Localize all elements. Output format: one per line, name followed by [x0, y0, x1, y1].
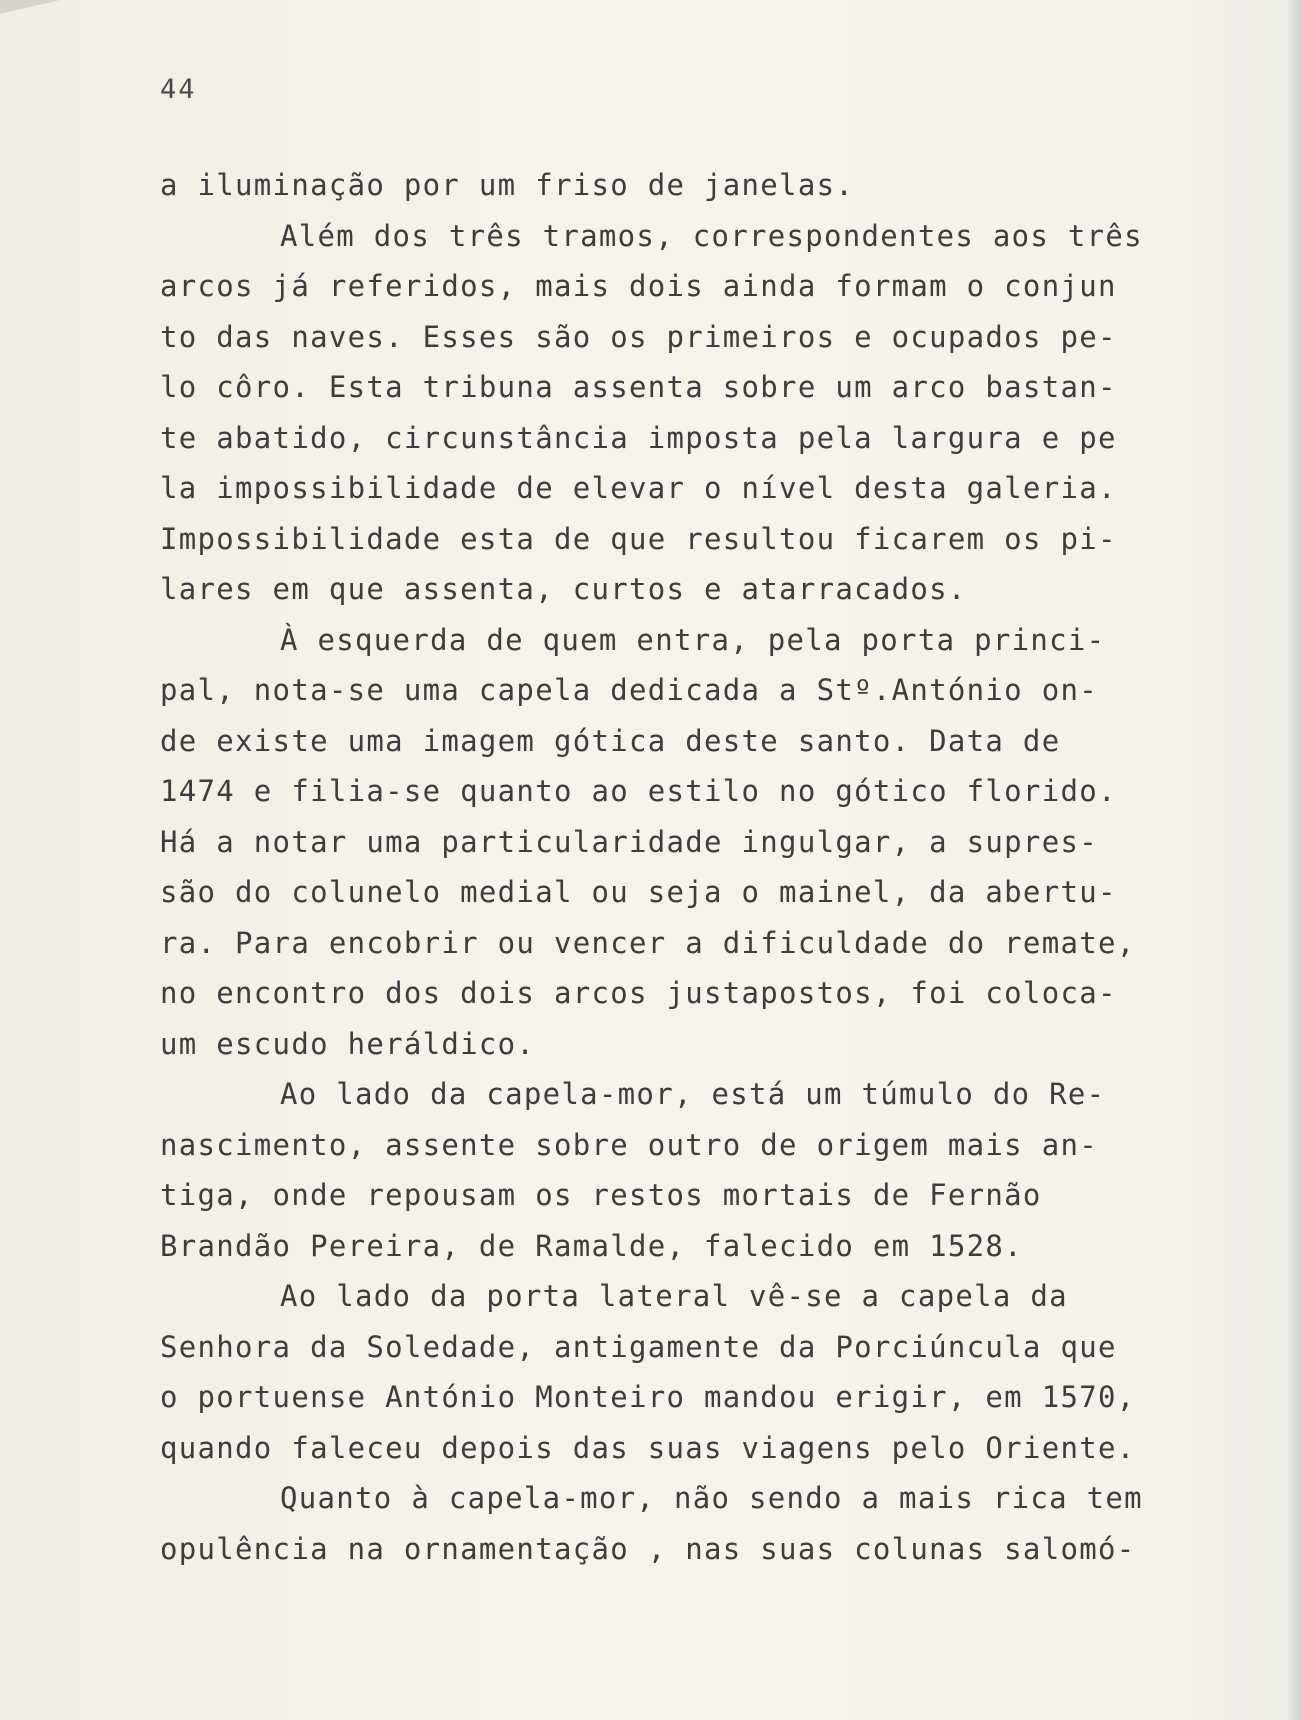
text-line: Quanto à capela-mor, não sendo a mais rica tem [280, 1481, 1143, 1515]
text-line: la impossibilidade de elevar o nível desta galeria. [160, 471, 1117, 505]
text-line: opulência na ornamentação , nas suas colunas salomó- [160, 1531, 1136, 1566]
text-line: são do colunelo medial ou seja o mainel, da abertu- [160, 875, 1117, 909]
text-line: pal, nota-se uma capela dedicada a Stº.António on- [160, 673, 1098, 707]
text-line: arcos já referidos, mais dois ainda formam o conjun [160, 269, 1117, 303]
text-line: o portuense António Monteiro mandou erigir, em 1570, [160, 1380, 1136, 1414]
text-line: Impossibilidade esta de que resultou ficarem os pi- [160, 521, 1117, 556]
page-number: 44 [160, 74, 197, 105]
text-line: no encontro dos dois arcos justapostos, foi coloca- [160, 976, 1117, 1010]
text-line: Ao lado da capela-mor, está um túmulo do Re- [280, 1077, 1106, 1111]
text-line: 1474 e filia-se quanto ao estilo no gótico florido. [160, 774, 1117, 808]
text-line: to das naves. Esses são os primeiros e ocupados pe- [160, 319, 1117, 354]
text-line: te abatido, circunstância imposta pela largura e pe [160, 420, 1117, 455]
text-line: Brandão Pereira, de Ramalde, falecido em 1528. [160, 1228, 1023, 1263]
page-edge-shadow [1287, 0, 1301, 1720]
text-line: lo côro. Esta tribuna assenta sobre um arco bastan- [160, 370, 1117, 404]
text-line: quando faleceu depois das suas viagens pelo Oriente. [160, 1430, 1136, 1465]
text-line: Além dos três tramos, correspondentes aos três [280, 218, 1143, 253]
text-line: a iluminação por um friso de janelas. [160, 168, 855, 202]
text-line: Ao lado da porta lateral vê-se a capela da [280, 1279, 1068, 1313]
text-line: À esquerda de quem entra, pela porta princi- [280, 622, 1106, 657]
text-line: lares em que assenta, curtos e atarracados. [160, 572, 967, 606]
text-line: um escudo heráldico. [160, 1026, 536, 1061]
text-line: ra. Para encobrir ou vencer a dificuldade do remate, [160, 925, 1136, 960]
text-line: de existe uma imagem gótica deste santo. Data de [160, 723, 1061, 758]
text-line: Senhora da Soledade, antigamente da Porciúncula que [160, 1329, 1117, 1364]
text-line: Há a notar uma particularidade ingulgar, a supres- [160, 824, 1098, 859]
text-line: nascimento, assente sobre outro de origem mais an- [160, 1127, 1098, 1162]
text-line: tiga, onde repousam os restos mortais de Fernão [160, 1178, 1042, 1212]
page-corner-fold [0, 0, 60, 14]
body-text [160, 160, 1230, 1574]
